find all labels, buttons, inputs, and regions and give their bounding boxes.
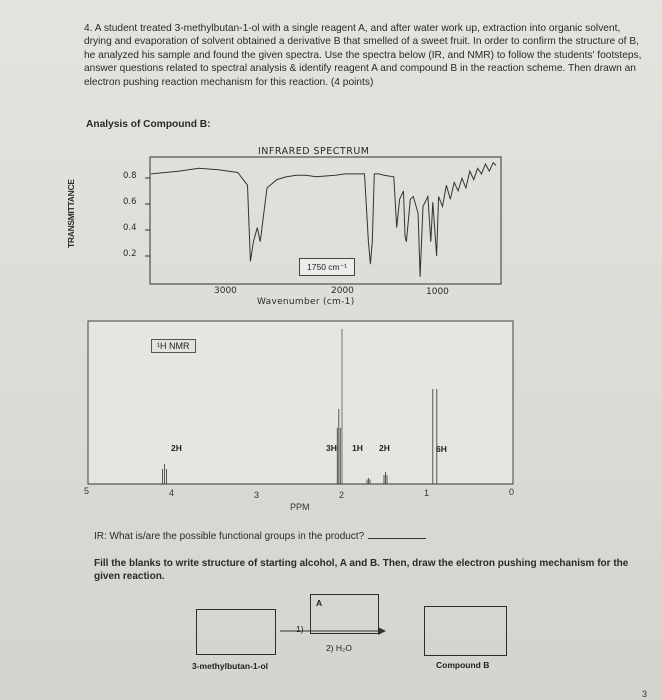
scheme-step-1: 1) xyxy=(296,624,304,634)
ir-xtick: 1000 xyxy=(426,287,449,297)
ir-title: INFRARED SPECTRUM xyxy=(258,146,370,157)
nmr-integration: 2H xyxy=(379,443,390,453)
nmr-integration: 1H xyxy=(352,443,363,453)
compound-b-label: Compound B xyxy=(436,660,490,670)
nmr-integration: 3H xyxy=(326,443,337,453)
ir-ytick: 0.6 xyxy=(123,197,137,207)
scheme-step-2: 2) H₂O xyxy=(326,643,352,653)
ir-ytick: 0.4 xyxy=(123,223,137,233)
ir-ylabel: TRANSMITTANCE xyxy=(66,179,76,248)
ir-annotation-box: 1750 cm⁻¹ xyxy=(299,258,355,276)
compound-b-box[interactable] xyxy=(424,606,507,656)
nmr-integration: 6H xyxy=(436,444,447,454)
fill-instruction: Fill the blanks to write structure of starting alcohol, A and B. Then, draw the electron pushing mechanism for the given reaction. xyxy=(94,558,629,582)
ir-question xyxy=(94,531,426,542)
nmr-xlabel: PPM xyxy=(290,502,310,512)
ir-xtick: 3000 xyxy=(214,286,237,296)
ir-ytick: 0.2 xyxy=(123,249,137,259)
answer-blank[interactable] xyxy=(368,538,426,539)
question-body: 4. A student treated 3-methylbutan-1-ol with a single reagent A, and after water work up, extraction into organic solvent, drying and evaporation of solvent obtained a derivative B that smelled of a sweet fruit. In order to confirm the structure of B, he analyzed his sample and found the given spectra. Use the spectra below (IR, and NMR) to follow the students' footsteps, answer questions related to spectral analysis & identify reagent A and compound B in the reaction scheme. Then drawn an electron pushing reaction mechanism for this reaction. (4 points) xyxy=(84,23,642,88)
ir-ytick: 0.8 xyxy=(123,171,137,181)
nmr-title-box: ¹H NMR xyxy=(151,339,196,353)
reaction-arrow-head xyxy=(378,627,386,635)
nmr-ppm-tick: 0 xyxy=(509,487,515,497)
ir-question-text: IR: What is/are the possible functional groups in the product? xyxy=(94,531,365,542)
nmr-ppm-tick: 4 xyxy=(169,488,175,498)
nmr-ppm-tick: 2 xyxy=(339,490,345,500)
ir-xlabel: Wavenumber (cm-1) xyxy=(257,297,355,307)
reagent-a-label: A xyxy=(316,598,323,608)
analysis-heading: Analysis of Compound B: xyxy=(86,119,211,130)
nmr-ppm-tick: 5 xyxy=(84,486,90,496)
page-number: 3 xyxy=(642,689,648,699)
ir-xtick: 2000 xyxy=(331,286,354,296)
nmr-ppm-tick: 1 xyxy=(424,488,430,498)
nmr-ppm-tick: 3 xyxy=(254,490,260,500)
starting-alcohol-label: 3-methylbutan-1-ol xyxy=(192,661,269,671)
starting-alcohol-box[interactable] xyxy=(196,609,276,655)
nmr-integration: 2H xyxy=(171,443,182,453)
